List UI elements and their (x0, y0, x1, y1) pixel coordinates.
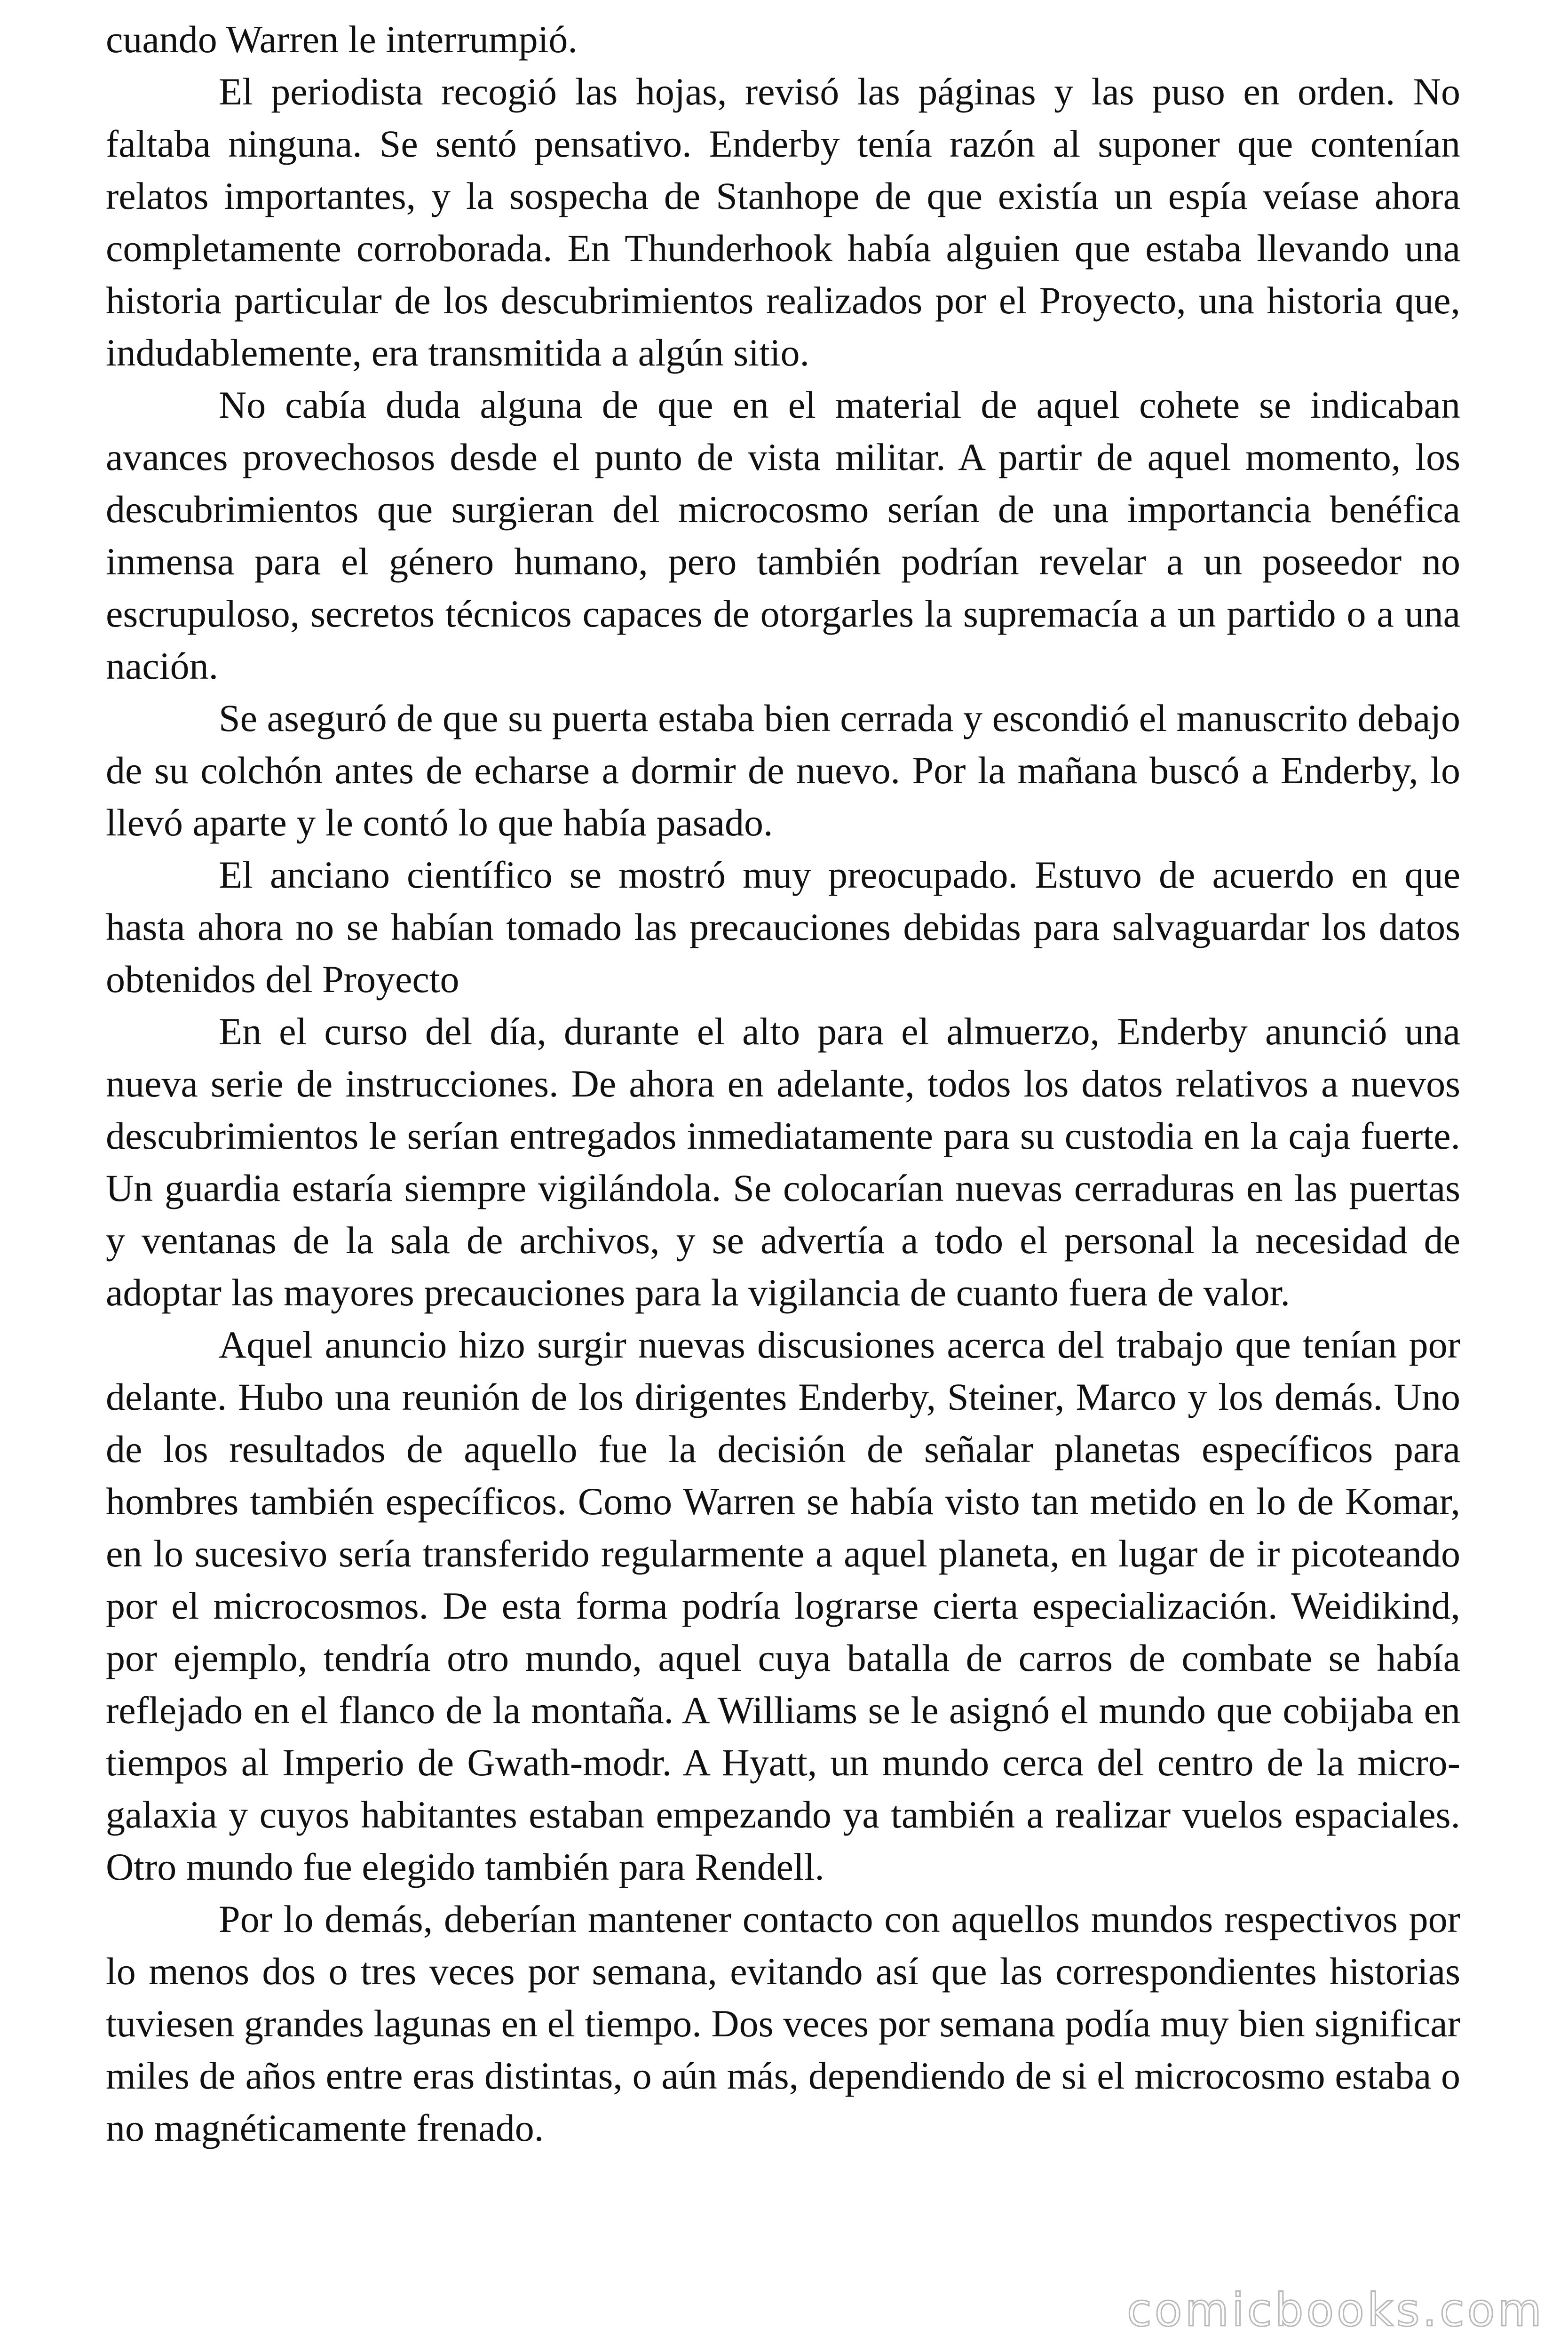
paragraph-6: En el curso del día, durante el alto para el almuerzo, Enderby anunció una nueva serie de instrucciones. De ahora en adelante, todos los datos relativos a nuevos descubrimientos le serían entregados inmediatamente para su custodia en la caja fuerte. Un guardia estaría siempre vigilándola. Se colocarían nuevas cerraduras en las puertas y ventanas de la sala de archivos, y se advertía a todo el personal la necesidad de adoptar las mayores precauciones para la vigilancia de cuanto fuera de valor. (106, 1010, 1460, 1314)
paragraph-3: No cabía duda alguna de que en el material de aquel cohete se indicaban avances provechosos desde el punto de vista militar. A partir de aquel momento, los descubrimientos que surgieran del microcosmo serían de una importancia benéfica inmensa para el género humano, pero también podrían revelar a un poseedor no escrupuloso, secretos técnicos capaces de otorgarles la supremacía a un partido o a una nación. (106, 383, 1460, 687)
paragraph-1: cuando Warren le interrumpió. (106, 18, 578, 61)
watermark: comicbooks.com (1126, 2284, 1544, 2336)
paragraph-7: Aquel anuncio hizo surgir nuevas discusiones acerca del trabajo que tenían por delante. Hubo una reunión de los dirigentes Enderby, Steiner, Marco y los demás. Uno de los resultados de aquello fue la decisión de señalar planetas específicos para hombres también específicos. Como Warren se había visto tan metido en lo de Komar, en lo sucesivo sería transferido regularmente a aquel planeta, en lugar de ir picoteando por el microcosmos. De esta forma podría lograrse cierta especialización. Weidikind, por ejemplo, tendría otro mundo, aquel cuya batalla de carros de combate se había reflejado en el flanco de la montaña. A Williams se le asignó el mundo que cobijaba en tiempos al Imperio de Gwath-modr. A Hyatt, un mundo cerca del centro de la micro-galaxia y cuyos habitantes estaban empezando ya también a realizar vuelos espaciales. Otro mundo fue elegido también para Rendell. (106, 1323, 1460, 1888)
paragraph-5: El anciano científico se mostró muy preocupado. Estuvo de acuerdo en que hasta ahora no se habían tomado las precauciones debidas para salvaguardar los datos obtenidos del Proyecto (106, 853, 1460, 1001)
body-text (106, 13, 1460, 2154)
paragraph-2: El periodista recogió las hojas, revisó las páginas y las puso en orden. No faltaba ninguna. Se sentó pensativo. Enderby tenía razón al suponer que contenían relatos importantes, y la sospecha de Stanhope de que existía un espía veíase ahora completamente corroborada. En Thunderhook había alguien que estaba llevando una historia particular de los descubrimientos realizados por el Proyecto, una historia que, indudablemente, era transmitida a algún sitio. (106, 70, 1460, 374)
paragraph-8: Por lo demás, deberían mantener contacto con aquellos mundos respectivos por lo menos dos o tres veces por semana, evitando así que las correspondientes historias tuviesen grandes lagunas en el tiempo. Dos veces por semana podía muy bien significar miles de años entre eras distintas, o aún más, dependiendo de si el microcosmo estaba o no magnéticamente frenado. (106, 1898, 1460, 2149)
paragraph-4: Se aseguró de que su puerta estaba bien cerrada y escondió el manuscrito debajo de su colchón antes de echarse a dormir de nuevo. Por la mañana buscó a Enderby, lo llevó aparte y le contó lo que había pasado. (106, 697, 1460, 844)
